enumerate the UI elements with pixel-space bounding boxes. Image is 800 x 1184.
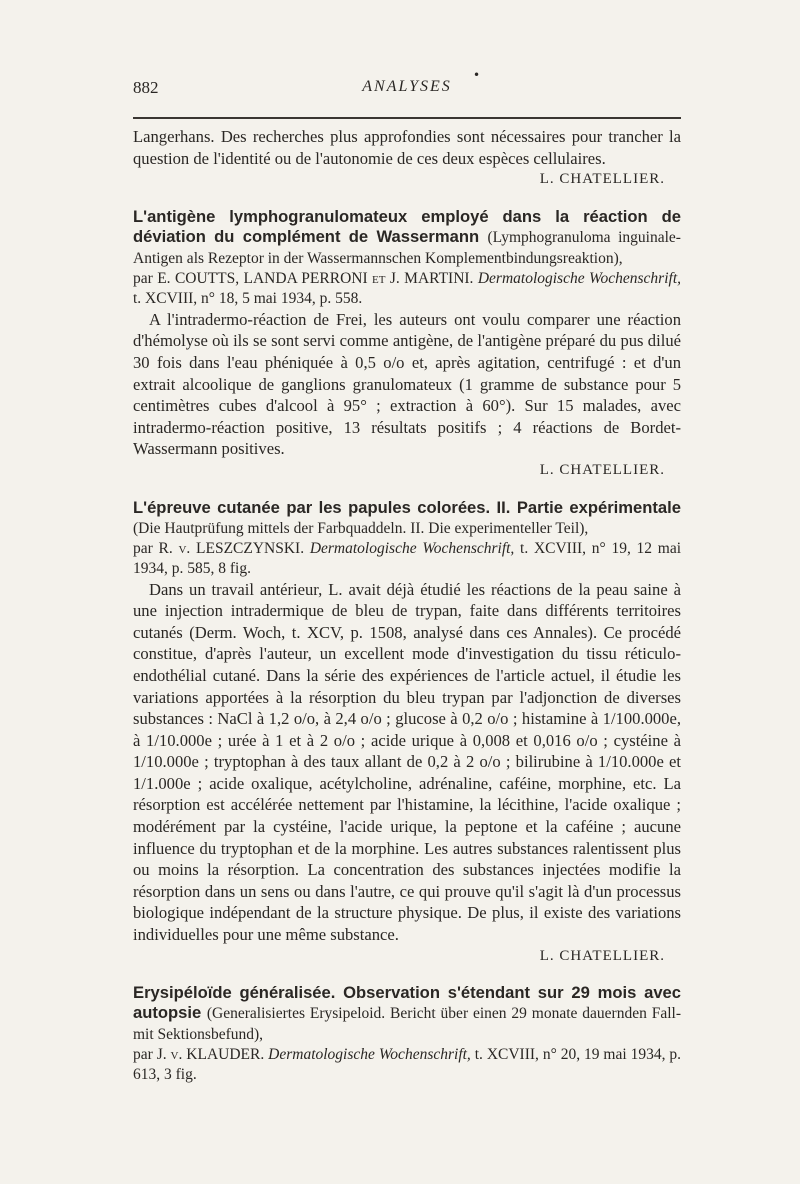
running-title: ANALYSES	[362, 78, 452, 95]
article-3-authors-prefix: par	[133, 1046, 157, 1064]
article-3-heading	[133, 983, 681, 1045]
article-3-title: Erysipéloïde généralisée. Observation s'étendant sur 29 mois avec autopsie	[133, 983, 681, 1023]
article-3-authors: J. v. KLAUDER.	[156, 1046, 265, 1064]
header-rule	[133, 117, 681, 119]
article-2-heading	[133, 498, 681, 539]
article-2-authors: R. v. LESZCZYNSKI.	[158, 539, 305, 557]
article-2-authors-prefix: par	[133, 539, 159, 557]
article-3-reference	[133, 1045, 681, 1085]
article-1-journal: Dermatologische Wochenschrift,	[477, 269, 681, 287]
page-content	[133, 126, 681, 1085]
header-dot: •	[473, 68, 481, 82]
article-3	[133, 983, 681, 1085]
article-1-authors: E. COUTTS, LANDA PERRONI et J. MARTINI.	[157, 269, 474, 287]
article-1-title: L'antigène lymphogranulomateux employé dans la réaction de déviation du complément de Wassermann	[133, 206, 681, 246]
article-1	[133, 207, 681, 482]
article-2-journal: Dermatologische Wochenschrift,	[309, 539, 515, 557]
article-3-subtitle: (Generalisiertes Erysipeloid. Bericht über einen 29 monate dauernden Fall-mit Sektionsbefund),	[133, 1005, 681, 1044]
article-1-signature: L. CHATELLIER.	[539, 461, 665, 478]
article-1-heading	[133, 207, 681, 269]
article-2	[133, 498, 681, 968]
article-1-reference	[133, 269, 681, 309]
page-header	[133, 68, 681, 112]
page-number: 882	[133, 78, 159, 97]
article-2-title: L'épreuve cutanée par les papules colorées. II. Partie expérimentale	[133, 497, 681, 517]
article-1-body: A l'intradermo-réaction de Frei, les auteurs ont voulu comparer une réaction d'hémolyse où ils se sont servi comme antigène, de l'antigène préparé du pus dilué 30 fois dans l'eau phéniquée à 0,5 o/o et, après agitation, centrifugé : et d'un extrait alcoolique de ganglions granulomateux (1 gramme de substance pour 5 centimètres cubes d'alcool à 95° ; extraction à 60°). Sur 15 malades, avec intradermo-réaction positive, 13 résultats positifs ; 4 réactions de Bordet-Wassermann positives.	[133, 309, 681, 459]
article-1-citation: t. XCVIII, n° 18, 5 mai 1934, p. 558.	[133, 289, 363, 307]
article-2-subtitle: (Die Hautprüfung mittels der Farbquaddeln. II. Die experimenteller Teil),	[133, 519, 589, 537]
article-3-citation: t. XCVIII, n° 20, 19 mai 1934, p. 613, 3 fig.	[133, 1046, 682, 1084]
article-2-reference	[133, 539, 681, 579]
intro-paragraph: Langerhans. Des recherches plus approfondies sont nécessaires pour trancher la question de l'identité ou de l'autonomie de ces deux espèces cellulaires.	[133, 127, 681, 168]
article-1-subtitle: (Lymphogranuloma inguinale-Antigen als Rezeptor in der Wassermannschen Komplementbindungsreaktion),	[133, 228, 681, 267]
article-1-authors-prefix: par	[133, 269, 158, 287]
article-2-body: Dans un travail antérieur, L. avait déjà étudié les réactions de la peau saine à une injection intradermique de bleu de trypan, faite dans différents territoires cutanés (Derm. Woch, t. XCV, p. 1508, analysé dans ces Annales). Ce procédé constitue, d'après l'auteur, un excellent mode d'investigation du tissu réticulo-endothélial cutané. Dans la série des expériences de l'article actuel, il étudie les variations apportées à la résorption du bleu trypan par l'adjonction de diverses substances : NaCl à 1,2 o/o, à 2,4 o/o ; glucose à 0,2 o/o ; histamine à 1/100.000e, à 1/10.000e ; urée à 1 et à 2 o/o ; acide urique à 0,008 et 0,016 o/o ; cystéine à 1/10.000e ; tryptophan à des taux allant de 0,2 à 2 o/o ; bilirubine à 1/10.000e et 1/1.000e ; acide oxalique, acétylcholine, adrénaline, caféine, morphine, etc. La résorption est accélérée nettement par l'histamine, la lécithine, l'acide oxalique ; modérément par la cystéine, l'acide urique, la peptone et la caféine ; aucune influence du tryptophan et de la morphine. Les autres substances ralentissent plus ou moins la résorption. La concentration des substances injectées modifie la résorption dans un sens ou dans l'autre, ce qui prouve qu'il s'agit là d'un processus biologique indépendant de la structure physique. De plus, il existe des variations individuelles pour une même substance.	[133, 579, 681, 945]
intro-signature: L. CHATELLIER.	[539, 171, 665, 188]
article-2-citation: t. XCVIII, n° 19, 12 mai 1934, p. 585, 8 fig.	[133, 539, 682, 577]
article-2-signature: L. CHATELLIER.	[539, 947, 665, 964]
article-3-journal: Dermatologische Wochenschrift,	[268, 1046, 471, 1064]
